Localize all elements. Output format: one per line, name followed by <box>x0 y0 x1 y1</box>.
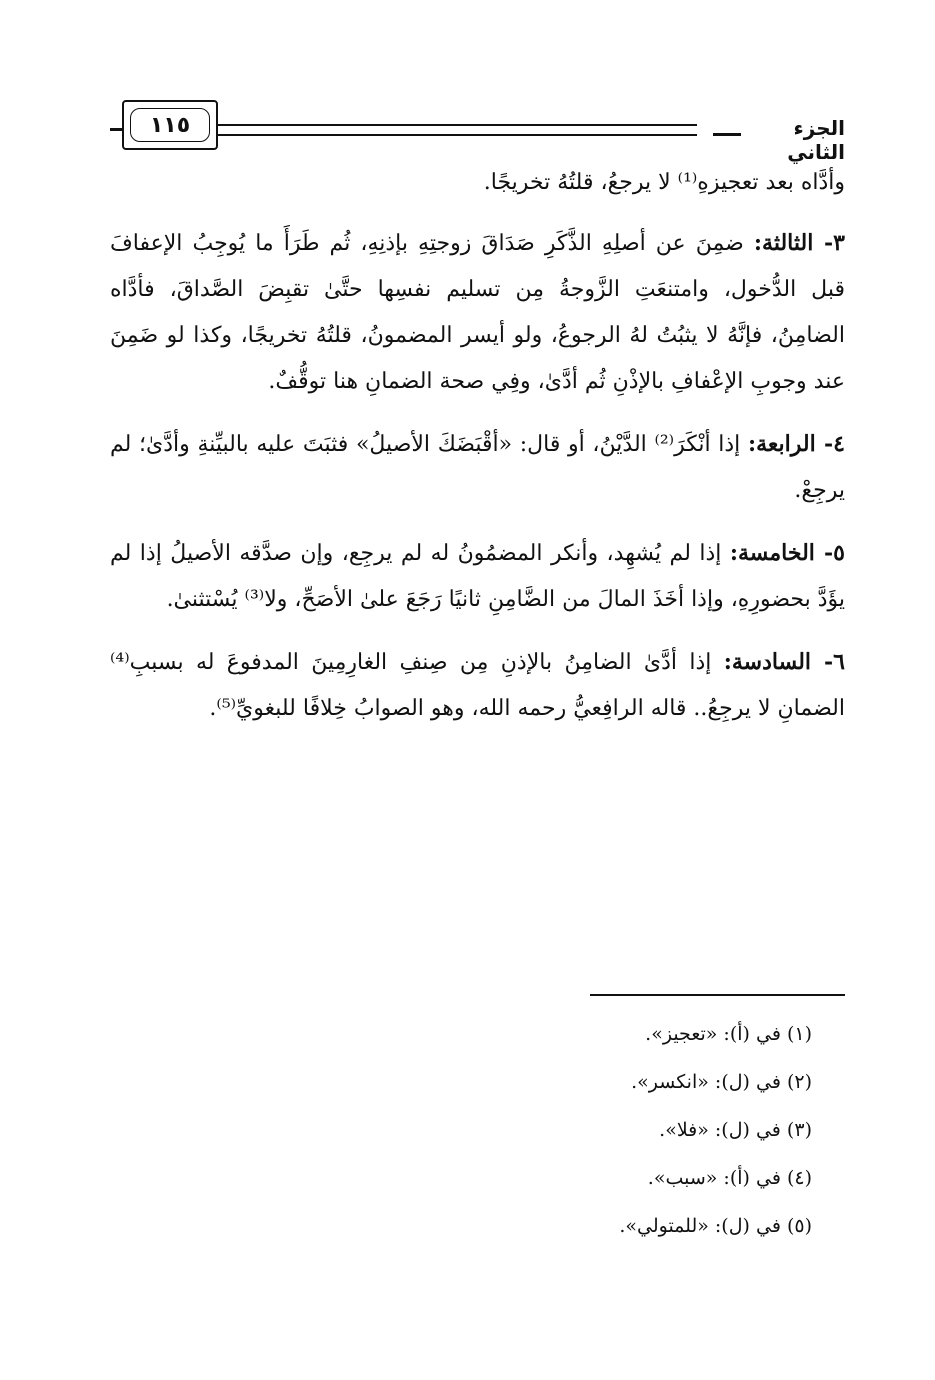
header-rule <box>218 124 697 136</box>
paragraph-fifth <box>110 530 845 623</box>
footnotes <box>110 1010 812 1250</box>
paragraph-fourth <box>110 421 845 514</box>
header-rule-end <box>110 128 122 131</box>
paragraph-text: إذا أنْكَرَ⁽²⁾ الدَّيْنُ، أو قال: «أقْبَضَكَ الأصيلُ» فثبَتَ عليه بالبيِّنةِ وأدَّىٰ؛ لم يرجِعْ. <box>110 432 845 503</box>
paragraph-lead: ٥- الخامسة: <box>729 540 845 566</box>
page-number-frame <box>122 100 218 150</box>
paragraph-third <box>110 220 845 405</box>
paragraph-text: وأدَّاه بعد تعجيزهِ⁽¹⁾ لا يرجعُ، قلتُهُ تخريجًا. <box>483 170 845 195</box>
paragraph-text: ضمِنَ عن أصلِهِ الذَّكَرِ صَدَاقَ زوجتِهِ بإذنِهِ، ثُم طَرَأَ ما يُوجِبُ الإعفافَ قبل الدُّخول، وامتنعَتِ الزَّوجةُ مِن تسليم نفسِها حتَّىٰ تقبِضَ الصَّداقَ، فأدَّاه الضامِنُ، فإنَّهُ لا يثبُتُ لهُ الرجوعُ، ولو أيسر المضمونُ، قلتُهُ تخريجًا، وكذا لو ضَمِنَ عند وجوبِ الإعْفافِ بالإذْنِ ثُم أدَّىٰ، وفِي صحة الضمانِ هنا توقُّفٌ. <box>110 231 845 394</box>
paragraph-text: إذا أدَّىٰ الضامِنُ بالإذنِ مِن صِنفِ الغارِمِينَ المدفوعَ له بسببِ⁽⁴⁾ الضمانِ لا يرجِعُ.. قاله الرافِعيُّ رحمه الله، وهو الصوابُ خِلافًا للبغويِّ⁽⁵⁾. <box>110 650 845 721</box>
paragraph-sixth <box>110 639 845 732</box>
running-header <box>110 100 845 164</box>
footnote-4: (٤) في (أ): «سبب». <box>647 1167 812 1189</box>
page-number: ١١٥ <box>130 108 210 142</box>
footnote-3: (٣) في (ل): «فلا». <box>659 1119 812 1141</box>
footnote-2: (٢) في (ل): «انكسر». <box>631 1071 812 1093</box>
paragraph-text: إذا لم يُشهِد، وأنكر المضمُونُ له لم يرجِع، وإن صدَّقه الأصيلُ إذا لم يؤَدَّ بحضورِهِ، وإذا أخَذَ المالَ من الضَّامِنِ ثانيًا رَجَعَ علىٰ الأصَحِّ، ولا⁽³⁾ يُسْتثنىٰ. <box>110 541 845 612</box>
footnote-1: (١) في (أ): «تعجيز». <box>645 1023 812 1045</box>
volume-title: الجزء الثاني <box>787 116 845 164</box>
footnote-separator <box>590 994 845 996</box>
main-text <box>110 160 845 748</box>
paragraph-lead: ٣- الثالثة: <box>753 230 845 256</box>
footnote-5: (٥) في (ل): «للمتولي». <box>619 1215 812 1237</box>
paragraph-lead: ٦- السادسة: <box>723 649 845 675</box>
paragraph-lead: ٤- الرابعة: <box>747 431 845 457</box>
paragraph-continuation <box>110 160 845 206</box>
